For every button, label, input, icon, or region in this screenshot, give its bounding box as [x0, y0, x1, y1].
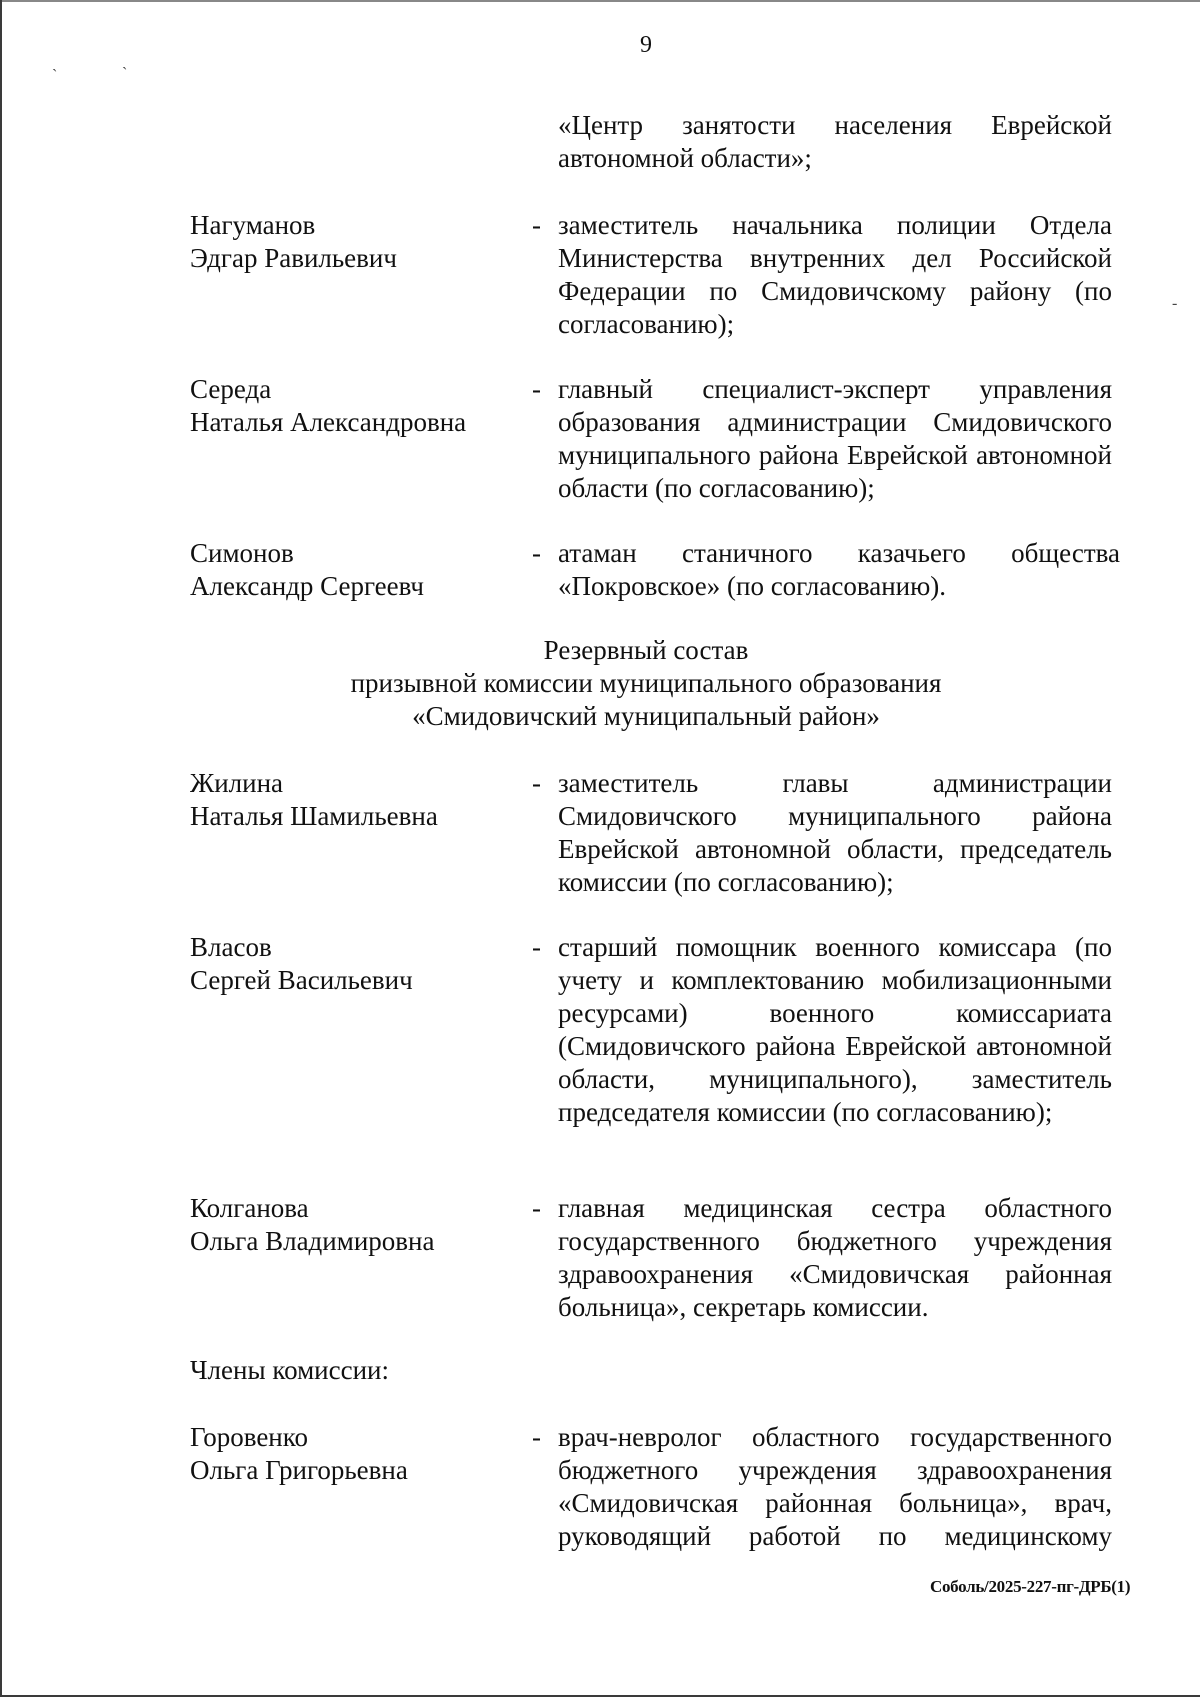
surname: Горовенко: [190, 1422, 309, 1452]
person-name: [190, 1192, 510, 1258]
separator-dash: -: [532, 768, 541, 798]
surname: Симонов: [190, 538, 294, 568]
surname: Власов: [190, 932, 272, 962]
person-name: [190, 931, 510, 997]
person-name: [190, 209, 510, 275]
scan-edge-top: [0, 0, 1200, 2]
separator-dash: -: [532, 538, 541, 568]
separator-dash: -: [532, 210, 541, 240]
surname: Середа: [190, 374, 272, 404]
given-names: Ольга Григорьевна: [190, 1455, 408, 1485]
heading-line: Резервный состав: [543, 635, 749, 665]
person-name: [190, 1421, 510, 1487]
separator-dash: -: [532, 374, 541, 404]
page-number: 9: [640, 32, 652, 58]
position-description: заместитель начальника полиции Отдела Министерства внутренних дел Российской Федерации по Смидовичскому району (по согласованию);: [558, 210, 1112, 339]
position-description: главный специалист-эксперт управления образования администрации Смидовичского муниципального района Еврейской автономной области (по согласованию);: [558, 374, 1112, 503]
given-names: Ольга Владимировна: [190, 1226, 435, 1256]
person-name: [190, 537, 510, 603]
surname: Нагуманов: [190, 210, 316, 240]
position-description: главная медицинская сестра областного государственного бюджетного учреждения здравоохранения «Смидовичская районная больница», секретарь комиссии.: [558, 1193, 1112, 1322]
members-label: Члены комиссии:: [190, 1355, 389, 1385]
scan-speck: ˎ: [52, 55, 58, 72]
position-description: атаман станичного казачьего общества «Покровское» (по согласованию).: [558, 538, 1120, 601]
separator-dash: -: [532, 932, 541, 962]
scan-edge-left: [0, 0, 2, 1697]
continuation-text: «Центр занятости населения Еврейской автономной области»;: [558, 110, 1112, 173]
separator-dash: -: [532, 1193, 541, 1223]
given-names: Эдгар Равильевич: [190, 243, 397, 273]
position-description: заместитель главы администрации Смидовичского муниципального района Еврейской автономной области, председатель комиссии (по согласованию);: [558, 768, 1112, 897]
section-heading: [0, 634, 1200, 733]
person-name: [190, 373, 510, 439]
given-names: Наталья Александровна: [190, 407, 467, 437]
given-names: Сергей Васильевич: [190, 965, 413, 995]
scan-speck: ˏ: [122, 53, 128, 70]
given-names: Александр Сергеевч: [190, 571, 424, 601]
heading-line: призывной комиссии муниципального образования: [350, 668, 942, 698]
document-code: Соболь/2025-227-пг-ДРБ(1): [930, 1577, 1131, 1596]
surname: Колганова: [190, 1193, 309, 1223]
given-names: Наталья Шамильевна: [190, 801, 438, 831]
separator-dash: -: [532, 1422, 541, 1452]
position-description: старший помощник военного комиссара (по учету и комплектованию мобилизационными ресурсами) военного комиссариата (Смидовичского района Еврейской автономной области, муниципального), заместитель председателя комиссии (по согласованию);: [558, 932, 1112, 1127]
surname: Жилина: [190, 768, 283, 798]
position-description: врач-невролог областного государственного бюджетного учреждения здравоохранения «Смидовичская районная больница», врач, руководящий работой по медицинскому: [558, 1422, 1112, 1551]
heading-line: «Смидовичский муниципальный район»: [412, 701, 880, 731]
scan-speck: -: [1172, 295, 1178, 312]
person-name: [190, 767, 510, 833]
